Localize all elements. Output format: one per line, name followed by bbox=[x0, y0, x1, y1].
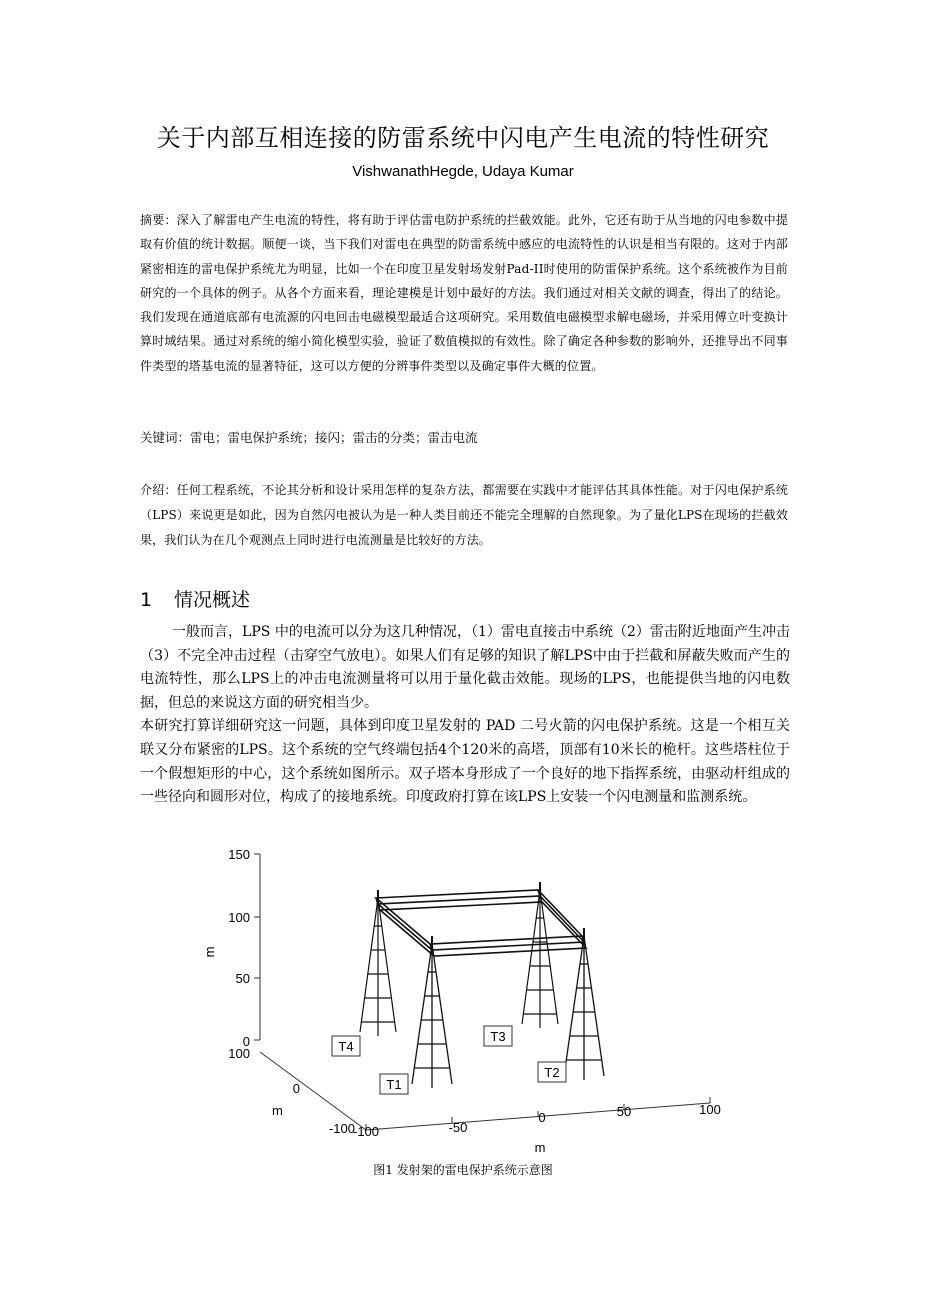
tower-label-t4 bbox=[332, 1036, 360, 1056]
y-axis-label: m bbox=[272, 1103, 283, 1118]
introduction: 介绍：任何工程系统，不论其分析和设计采用怎样的复杂方法，都需要在实践中才能评估其具体性能。对于闪电保护系统（LPS）来说更是如此，因为自然闪电被认为是一种人类目前还不能完全理解的自然现象。为了量化LPS在现场的拦截效果，我们认为在几个观测点上同时进行电流测量是比较好的方法。 bbox=[140, 483, 788, 547]
tower-t1 bbox=[412, 936, 452, 1088]
y-tick-minus100: -100 bbox=[328, 1121, 355, 1136]
svg-text:T1: T1 bbox=[386, 1077, 402, 1092]
svg-text:T2: T2 bbox=[544, 1065, 560, 1080]
section-number: 1 bbox=[140, 589, 153, 611]
z-axis-label: m bbox=[202, 946, 217, 958]
x-tick-0: 0 bbox=[538, 1110, 546, 1125]
svg-text:T3: T3 bbox=[490, 1029, 506, 1044]
z-tick-100: 100 bbox=[228, 910, 250, 925]
tower-t3 bbox=[522, 882, 558, 1028]
paragraph-2: 本研究打算详细研究这一问题，具体到印度卫星发射的 PAD 二号火箭的闪电保护系统。这是一个相互关联又分布紧密的LPS。这个系统的空气终端包括4个120米的高塔，顶部有10米长的桅杆。这些塔柱位于一个假想矩形的中心，这个系统如图所示。双子塔本身形成了一个良好的地下指挥系统，由驱动杆组成的一些径向和圆形对位，构成了的接地系统。印度政府打算在该LPS上安装一个闪电测量和监测系统。 bbox=[140, 718, 790, 806]
z-tick-0: 0 bbox=[242, 1034, 250, 1049]
top-frame bbox=[376, 890, 586, 956]
paragraph-1: 一般而言，LPS 中的电流可以分为这几种情况，（1）雷电直接击中系统（2）雷击附近地面产生冲击（3）不完全冲击过程（击穿空气放电）。如果人们有足够的知识了解LPS中由于拦截和屏蔽失败而产生的电流特性，那么LPS上的冲击电流测量将可以用于量化截击效能。现场的LPS，也能提供当地的闪电数据，但总的来说这方面的研究相当少。 bbox=[140, 624, 790, 711]
x-tick-minus50: -50 bbox=[448, 1120, 468, 1135]
keywords: 关键词：雷电；雷电保护系统；接闪；雷击的分类；雷击电流 bbox=[140, 430, 478, 445]
svg-text:T4: T4 bbox=[338, 1039, 354, 1054]
tower-t2 bbox=[564, 928, 604, 1080]
paper-title: 关于内部互相连接的防雷系统中闪电产生电流的特性研究 bbox=[156, 124, 770, 152]
tower-label-t2 bbox=[538, 1062, 566, 1082]
x-axis-label: m bbox=[534, 1140, 546, 1155]
tower-t4 bbox=[360, 890, 396, 1036]
y-tick-0: 0 bbox=[292, 1081, 300, 1096]
paper-authors: VishwanathHegde, Udaya Kumar bbox=[352, 163, 574, 180]
lps-3d-plot bbox=[190, 840, 730, 1160]
figure-caption: 图1 发射架的雷电保护系统示意图 bbox=[373, 1163, 553, 1177]
z-tick-50: 50 bbox=[235, 971, 250, 986]
section-title: 情况概述 bbox=[174, 589, 251, 611]
figure-1 bbox=[190, 840, 730, 1160]
tower-label-t3 bbox=[484, 1026, 512, 1046]
x-tick-minus100: -100 bbox=[352, 1124, 380, 1139]
z-tick-150: 150 bbox=[228, 847, 250, 862]
section-heading-1 bbox=[140, 585, 250, 612]
section-1-body bbox=[140, 621, 790, 810]
x-tick-50: 50 bbox=[616, 1104, 632, 1119]
tower-label-t1 bbox=[380, 1074, 408, 1094]
abstract: 摘要：深入了解雷电产生电流的特性，将有助于评估雷电防护系统的拦截效能。此外，它还有助于从当地的闪电参数中提取有价值的统计数据。顺便一谈，当下我们对雷电在典型的防雷系统中感应的电流特性的认识是相当有限的。这对于内部紧密相连的雷电保护系统尤为明显，比如一个在印度卫星发射场发射Pad-II时使用的防雷保护系统。这个系统被作为目前研究的一个具体的例子。从各个方面来看，理论建模是计划中最好的方法。我们通过对相关文献的调查，得出了的结论。我们发现在通道底部有电流源的闪电回击电磁模型最适合这项研究。采用数值电磁模型求解电磁场，并采用傅立叶变换计算时域结果。通过对系统的缩小简化模型实验，验证了数值模拟的有效性。除了确定各种参数的影响外，还推导出不同事件类型的塔基电流的显著特征，这可以方便的分辨事件类型以及确定事件大概的位置。 bbox=[140, 213, 788, 373]
y-tick-100: 100 bbox=[228, 1046, 250, 1061]
x-tick-100: 100 bbox=[699, 1102, 721, 1117]
